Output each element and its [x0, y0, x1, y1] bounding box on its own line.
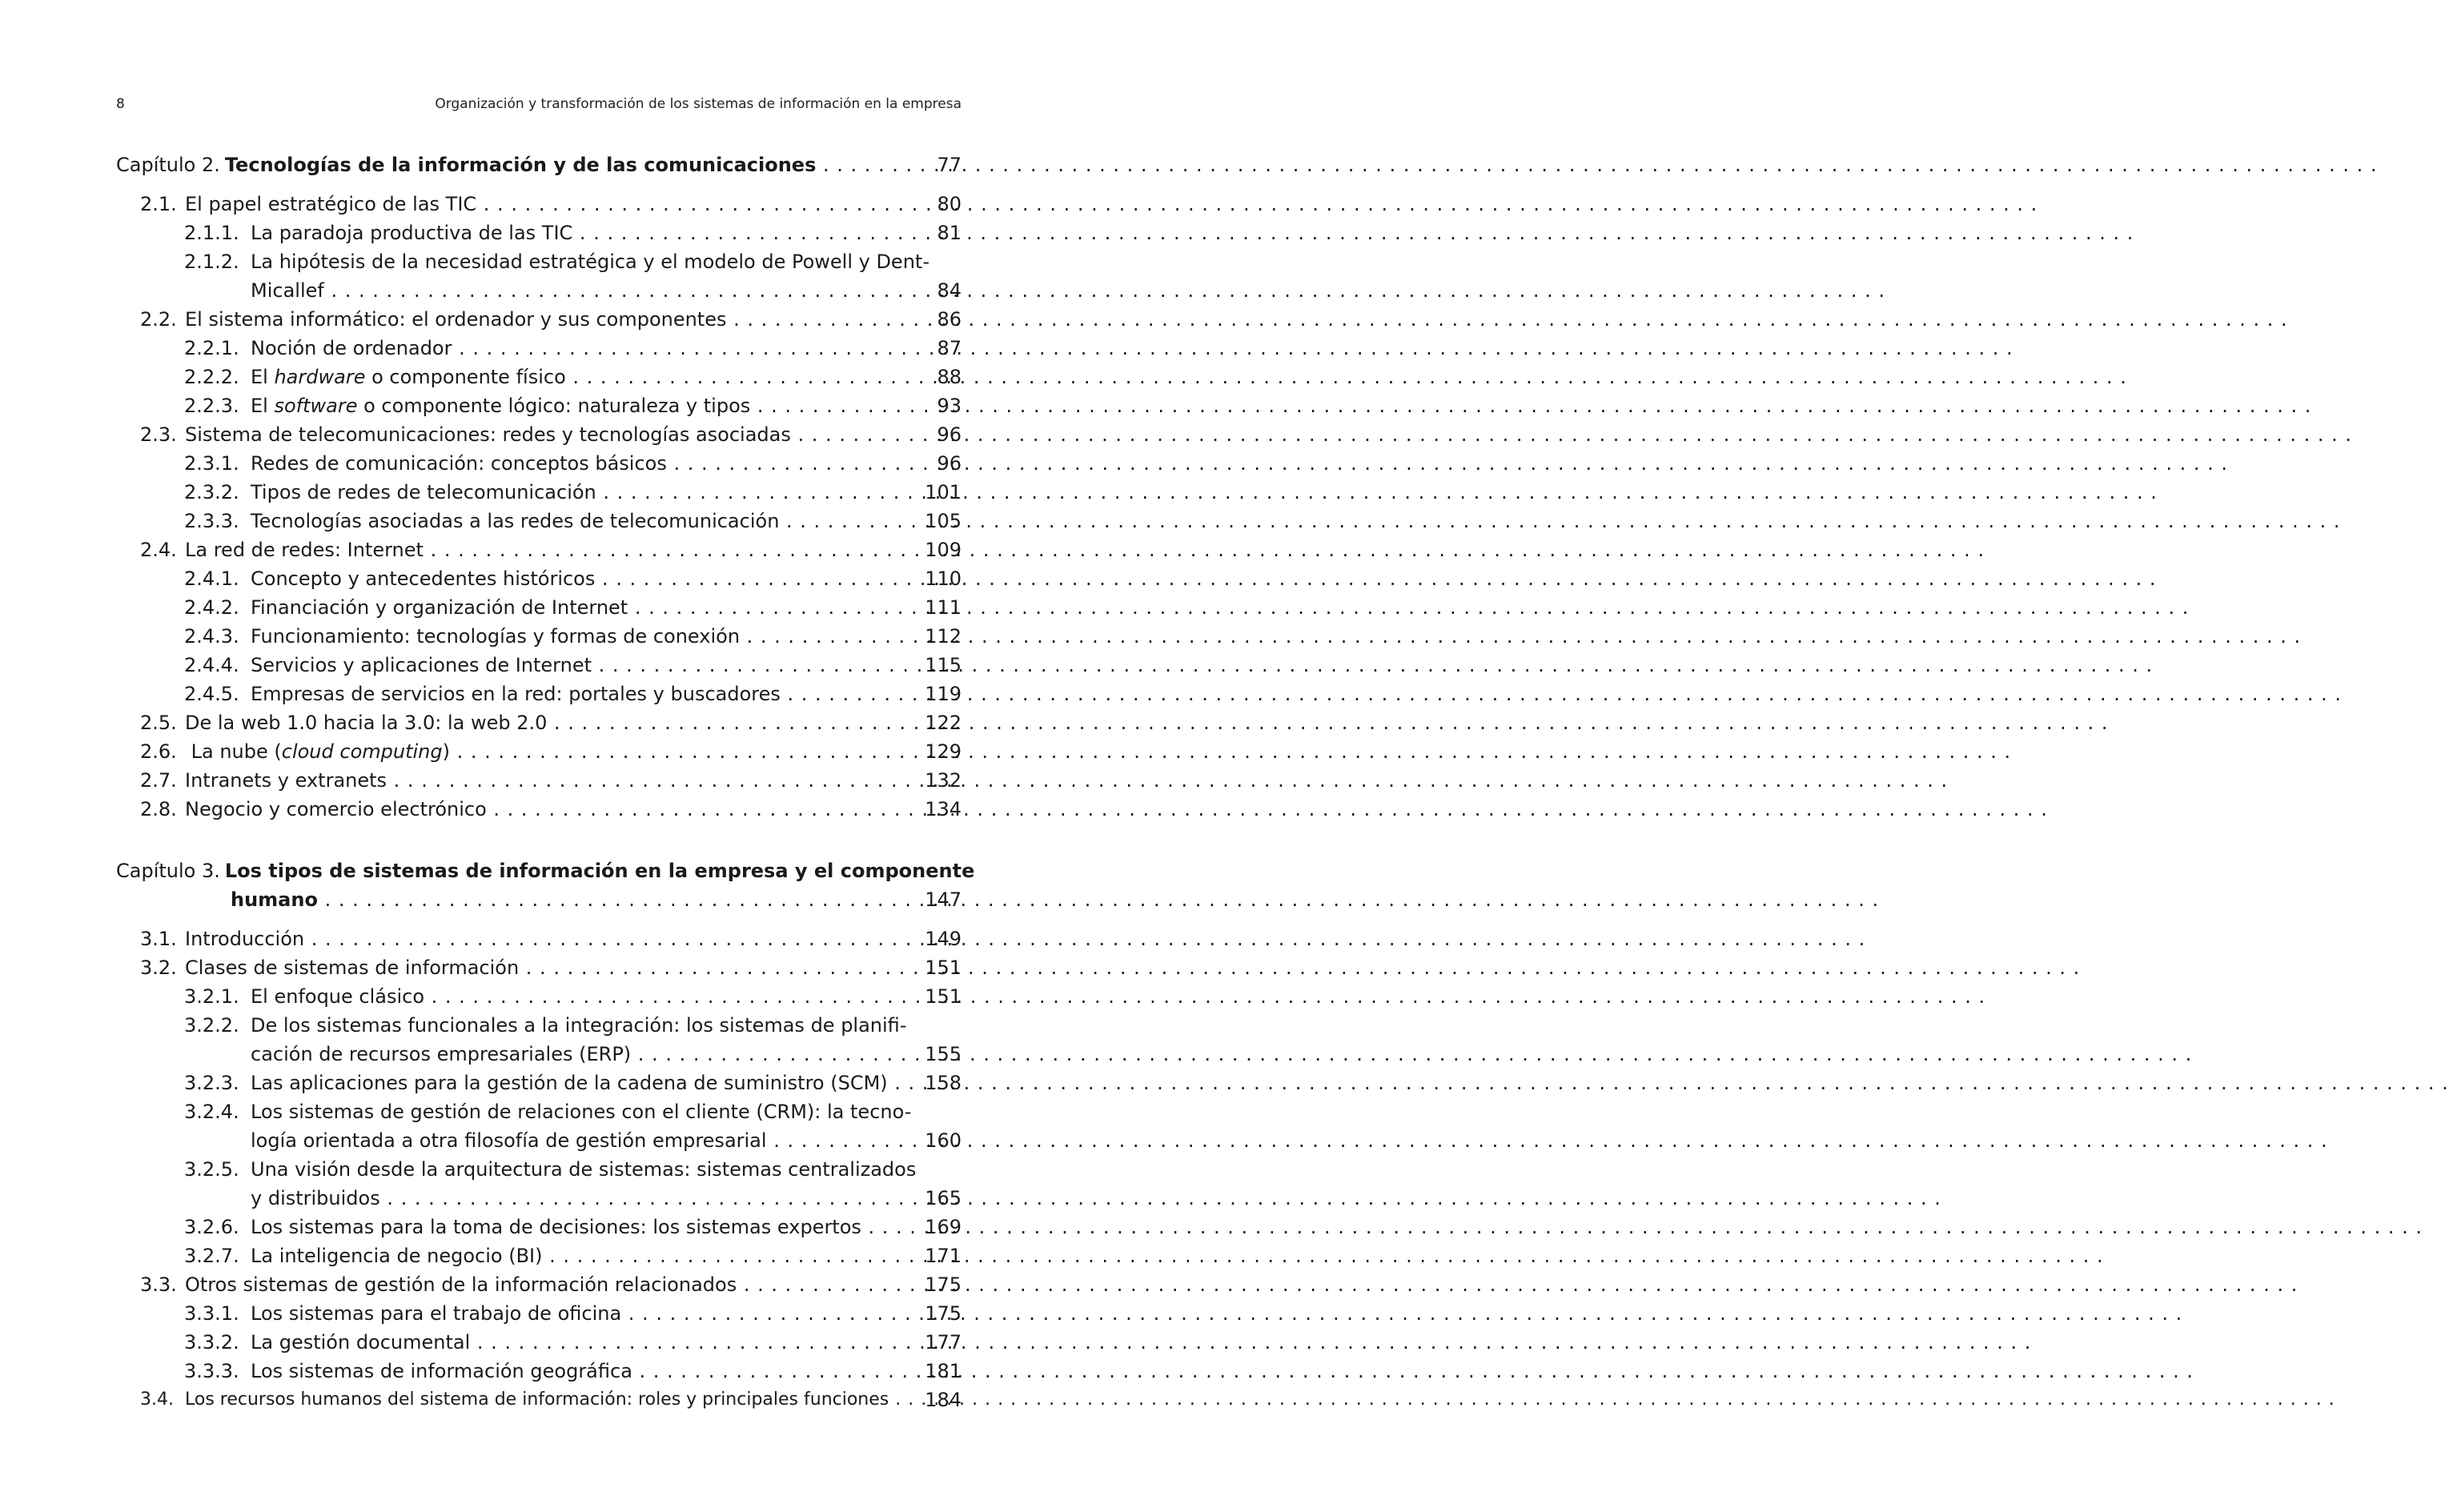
page-ref: 81: [937, 222, 962, 244]
section-title: cación de recursos empresariales (ERP): [251, 1043, 632, 1065]
section-title: Intranets y extranets: [185, 769, 387, 792]
toc-entry[interactable]: [116, 391, 962, 420]
toc-entry[interactable]: [116, 982, 962, 1011]
page-ref: 134: [925, 798, 962, 820]
page-ref: 155: [925, 1043, 962, 1065]
page-ref: 101: [925, 481, 962, 503]
section-title: La red de redes: Internet: [185, 539, 424, 561]
section-title: Los sistemas para el trabajo de oficina: [251, 1302, 622, 1325]
page-ref: 151: [925, 985, 962, 1008]
section-number: 2.2.: [140, 308, 177, 331]
page-ref: 151: [925, 957, 962, 979]
page-ref: 96: [937, 452, 962, 475]
toc-entry[interactable]: [116, 305, 962, 334]
page-ref: 132: [925, 769, 962, 792]
page-ref: 115: [925, 654, 962, 676]
section-number: 2.4.2.: [184, 596, 239, 619]
page-ref: 181: [925, 1360, 962, 1382]
toc-entry[interactable]: [116, 1097, 962, 1126]
toc-entry[interactable]: [116, 1069, 962, 1097]
page-ref: 177: [925, 1331, 962, 1354]
section-title: Las aplicaciones para la gestión de la cadena de suministro (SCM): [251, 1072, 888, 1094]
section-number: 2.6.: [140, 740, 177, 763]
page-ref: 129: [925, 740, 962, 763]
page-ref: 86: [937, 308, 962, 331]
page-ref: 171: [925, 1245, 962, 1267]
section-number: 2.4.: [140, 539, 177, 561]
page-ref: 175: [925, 1273, 962, 1296]
toc-entry[interactable]: [116, 190, 962, 219]
toc-entry[interactable]: [116, 953, 962, 982]
section-number: 3.3.1.: [184, 1302, 239, 1325]
section-title-italic: cloud computing: [281, 740, 443, 763]
page-ref: 111: [925, 596, 962, 619]
section-title: Otros sistemas de gestión de la información relacionados: [185, 1273, 737, 1296]
section-number: 3.3.3.: [184, 1360, 239, 1382]
page-ref: 96: [937, 423, 962, 446]
page-ref: 169: [925, 1216, 962, 1238]
page-number: 8: [116, 96, 125, 112]
chapter-title: Tecnologías de la información y de las comunicaciones: [224, 154, 817, 176]
section-number: 2.2.3.: [184, 395, 239, 417]
page-ref: 160: [925, 1129, 962, 1152]
toc-entry[interactable]: [116, 334, 962, 363]
section-number: 2.3.3.: [184, 510, 239, 532]
section-title: La paradoja productiva de las TIC: [251, 222, 573, 244]
section-number: 3.2.3.: [184, 1072, 239, 1094]
section-title: Clases de sistemas de información: [185, 957, 520, 979]
section-title: Los sistemas de información geográfica: [251, 1360, 632, 1382]
toc-entry[interactable]: [116, 420, 962, 449]
section-title-pre: La nube (: [185, 740, 282, 763]
toc-entry-continuation[interactable]: [116, 276, 962, 305]
page-ref: 184: [925, 1389, 962, 1411]
section-title: El sistema informático: el ordenador y sus componentes: [185, 308, 727, 331]
section-title-post: o componente físico: [365, 366, 566, 388]
section-title-italic: hardware: [274, 366, 366, 388]
section-number: 2.4.4.: [184, 654, 239, 676]
page-ref: 80: [937, 193, 962, 215]
toc-entry-continuation[interactable]: [116, 1126, 962, 1155]
section-title: Introducción: [185, 928, 305, 950]
section-title: Concepto y antecedentes históricos: [251, 568, 596, 590]
section-title: La gestión documental: [251, 1331, 471, 1354]
section-title: y distribuidos: [251, 1187, 380, 1209]
page-ref: 93: [937, 395, 962, 417]
section-number: 2.2.2.: [184, 366, 239, 388]
section-title: El papel estratégico de las TIC: [185, 193, 477, 215]
page-ref: 147: [925, 888, 962, 911]
toc-entry[interactable]: [116, 1357, 962, 1386]
section-title: Una visión desde la arquitectura de sistemas: sistemas centralizados: [251, 1158, 917, 1181]
section-number: 2.1.: [140, 193, 177, 215]
toc-entry[interactable]: [116, 1155, 962, 1184]
section-title: Noción de ordenador: [251, 337, 452, 359]
toc-entry[interactable]: [116, 564, 962, 593]
section-title: Tecnologías asociadas a las redes de telecomunicación: [251, 510, 780, 532]
section-number: 2.3.: [140, 423, 177, 446]
chapter-label: Capítulo 2.: [116, 154, 220, 176]
toc-entry-continuation[interactable]: [116, 1184, 962, 1213]
page-ref: 88: [937, 366, 962, 388]
section-number: 3.2.2.: [184, 1014, 239, 1037]
toc-entry[interactable]: [116, 1328, 962, 1357]
toc-entry[interactable]: [116, 535, 962, 564]
section-title: Los sistemas de gestión de relaciones con el cliente (CRM): la tecno-: [251, 1101, 912, 1123]
section-title: Micallef: [251, 279, 324, 302]
toc-entry[interactable]: [116, 247, 962, 276]
page-ref: 77: [937, 154, 962, 176]
running-head: [116, 96, 962, 114]
section-title: Funcionamiento: tecnologías y formas de conexión: [251, 625, 741, 648]
section-number: 3.3.: [140, 1273, 177, 1296]
section-number: 2.1.1.: [184, 222, 239, 244]
toc-entry[interactable]: [116, 924, 962, 953]
toc-entry[interactable]: [116, 737, 962, 766]
toc-entry[interactable]: [116, 507, 962, 535]
page-ref: 122: [925, 712, 962, 734]
page-ref: 149: [925, 928, 962, 950]
toc-entry[interactable]: [116, 219, 962, 247]
section-number: 3.2.6.: [184, 1216, 239, 1238]
page-ref: 112: [925, 625, 962, 648]
section-title: La inteligencia de negocio (BI): [251, 1245, 543, 1267]
section-title: Los sistemas para la toma de decisiones: los sistemas expertos: [251, 1216, 861, 1238]
toc-entry[interactable]: [116, 449, 962, 478]
section-title: Sistema de telecomunicaciones: redes y tecnologías asociadas: [185, 423, 791, 446]
section-number: 2.8.: [140, 798, 177, 820]
section-number: 2.2.1.: [184, 337, 239, 359]
page-ref: 165: [925, 1187, 962, 1209]
toc-entry[interactable]: [116, 651, 962, 680]
toc-entry[interactable]: [116, 1213, 962, 1241]
section-number: 3.2.7.: [184, 1245, 239, 1267]
page-ref: 84: [937, 279, 962, 302]
page-ref: 158: [925, 1072, 962, 1094]
toc-entry[interactable]: [116, 680, 962, 708]
toc-entry[interactable]: [116, 766, 962, 795]
section-title: De los sistemas funcionales a la integración: los sistemas de planifi-: [251, 1014, 907, 1037]
toc-entry[interactable]: [116, 593, 962, 622]
toc-entry[interactable]: [116, 1299, 962, 1328]
section-number: 2.5.: [140, 712, 177, 734]
chapter-label: Capítulo 3.: [116, 860, 220, 882]
section-title: El enfoque clásico: [251, 985, 425, 1008]
page-ref: 105: [925, 510, 962, 532]
chapter-title: humano: [231, 888, 318, 911]
section-number: 3.2.4.: [184, 1101, 239, 1123]
section-title-italic: software: [274, 395, 358, 417]
section-title-pre: El: [251, 366, 275, 388]
section-number: 2.4.1.: [184, 568, 239, 590]
section-title-pre: El: [251, 395, 275, 417]
section-number: 3.3.2.: [184, 1331, 239, 1354]
book-page: [0, 0, 1071, 1512]
section-number: 3.2.5.: [184, 1158, 239, 1181]
section-title: Empresas de servicios en la red: portales y buscadores: [251, 683, 781, 705]
toc-entry[interactable]: [116, 708, 962, 737]
section-title: Los recursos humanos del sistema de información: roles y principales funciones: [185, 1390, 889, 1410]
section-number: 2.3.2.: [184, 481, 239, 503]
section-number: 2.3.1.: [184, 452, 239, 475]
section-number: 3.2.: [140, 957, 177, 979]
section-title: De la web 1.0 hacia la 3.0: la web 2.0: [185, 712, 548, 734]
toc-entry[interactable]: [116, 478, 962, 507]
toc-entry[interactable]: [116, 1386, 962, 1414]
section-title: Servicios y aplicaciones de Internet: [251, 654, 592, 676]
section-number: 2.1.2.: [184, 251, 239, 273]
section-title: La hipótesis de la necesidad estratégica y el modelo de Powell y Dent-: [251, 251, 929, 273]
section-title: logía orientada a otra filosofía de gestión empresarial: [251, 1129, 767, 1152]
section-number: 3.1.: [140, 928, 177, 950]
section-title: Negocio y comercio electrónico: [185, 798, 487, 820]
section-number: 3.2.1.: [184, 985, 239, 1008]
page-ref: 175: [925, 1302, 962, 1325]
toc-entry[interactable]: [116, 363, 962, 391]
section-title: Redes de comunicación: conceptos básicos: [251, 452, 667, 475]
chapter-title: Los tipos de sistemas de información en la empresa y el componente: [224, 860, 975, 882]
toc-entry[interactable]: [116, 1270, 962, 1299]
section-number: 2.4.3.: [184, 625, 239, 648]
section-number: 2.7.: [140, 769, 177, 792]
toc-entry[interactable]: [116, 1011, 962, 1040]
page-ref: 119: [925, 683, 962, 705]
toc-chapter-3-continuation[interactable]: [116, 885, 962, 914]
toc-entry[interactable]: [116, 1241, 962, 1270]
page-ref: 110: [925, 568, 962, 590]
running-title: Organización y transformación de los sistemas de información en la empresa: [435, 96, 962, 112]
section-title-post: ): [442, 740, 450, 763]
section-title-post: o componente lógico: naturaleza y tipos: [357, 395, 751, 417]
section-title: Tipos de redes de telecomunicación: [251, 481, 596, 503]
page-ref: 87: [937, 337, 962, 359]
toc-entry-continuation[interactable]: [116, 1040, 962, 1069]
toc-entry[interactable]: [116, 622, 962, 651]
toc-chapter-2[interactable]: [116, 150, 962, 179]
section-title: Financiación y organización de Internet: [251, 596, 628, 619]
toc-entry[interactable]: [116, 795, 962, 824]
section-number: 2.4.5.: [184, 683, 239, 705]
section-number: 3.4.: [140, 1390, 174, 1410]
page-ref: 109: [925, 539, 962, 561]
toc-chapter-3[interactable]: [116, 856, 975, 885]
